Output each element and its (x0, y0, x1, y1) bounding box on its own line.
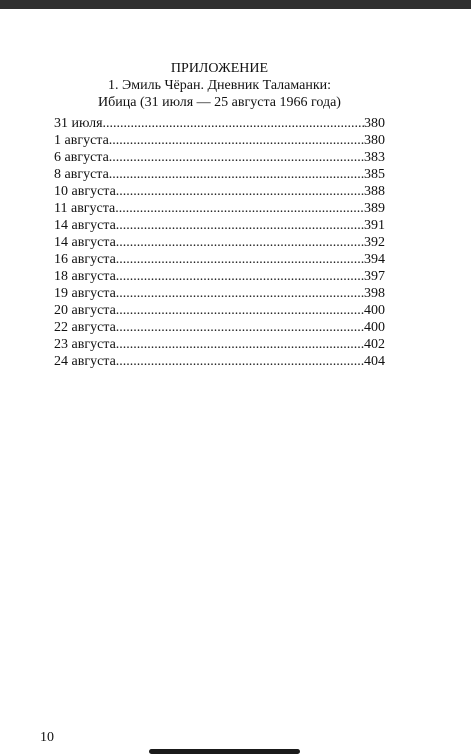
toc-leader-dots (103, 115, 364, 132)
toc-entry-label: 16 августа (54, 252, 116, 267)
toc-leader-dots (116, 302, 364, 319)
table-of-contents (54, 115, 385, 370)
toc-entry-page: 400 (364, 303, 385, 318)
toc-entry-label: 20 августа (54, 303, 116, 318)
toc-entry-page: 402 (364, 337, 385, 352)
toc-entry[interactable] (54, 234, 385, 251)
toc-entry-label: 10 августа (54, 184, 116, 199)
toc-entry-page: 388 (364, 184, 385, 199)
page-number: 10 (40, 730, 54, 745)
toc-entry[interactable] (54, 183, 385, 200)
toc-leader-dots (116, 251, 364, 268)
toc-entry-label: 14 августа (54, 218, 116, 233)
toc-leader-dots (109, 166, 364, 183)
toc-entry-page: 394 (364, 252, 385, 267)
toc-entry[interactable] (54, 268, 385, 285)
toc-entry-page: 383 (364, 150, 385, 165)
toc-entry-label: 8 августа (54, 167, 109, 182)
toc-entry-label: 23 августа (54, 337, 116, 352)
toc-entry-page: 398 (364, 286, 385, 301)
toc-entry-label: 11 августа (54, 201, 116, 216)
toc-leader-dots (116, 336, 364, 353)
home-indicator-bar[interactable] (149, 749, 300, 754)
toc-entry-page: 391 (364, 218, 385, 233)
toc-entry[interactable] (54, 200, 385, 217)
toc-entry-page: 389 (364, 201, 385, 216)
toc-entry[interactable] (54, 251, 385, 268)
toc-entry[interactable] (54, 166, 385, 183)
appendix-subtitle: 1. Эмиль Чёран. Дневник Таламанки: (107, 78, 332, 93)
toc-leader-dots (109, 149, 364, 166)
toc-leader-dots (115, 200, 364, 217)
toc-entry-page: 380 (364, 133, 385, 148)
appendix-header (54, 60, 385, 111)
toc-entry[interactable] (54, 149, 385, 166)
toc-leader-dots (109, 132, 364, 149)
toc-entry[interactable] (54, 115, 385, 132)
toc-entry-label: 14 августа (54, 235, 116, 250)
toc-leader-dots (116, 268, 364, 285)
toc-leader-dots (116, 234, 364, 251)
toc-entry-label: 6 августа (54, 150, 109, 165)
toc-entry[interactable] (54, 132, 385, 149)
toc-entry-page: 380 (364, 116, 385, 131)
toc-entry-page: 397 (364, 269, 385, 284)
toc-entry[interactable] (54, 217, 385, 234)
toc-entry-page: 404 (364, 354, 385, 369)
toc-entry-label: 24 августа (54, 354, 116, 369)
toc-leader-dots (116, 285, 364, 302)
toc-entry[interactable] (54, 319, 385, 336)
toc-entry-label: 18 августа (54, 269, 116, 284)
toc-entry-page: 400 (364, 320, 385, 335)
toc-entry[interactable] (54, 302, 385, 319)
toc-leader-dots (116, 353, 364, 370)
toc-leader-dots (116, 217, 364, 234)
toc-leader-dots (116, 319, 364, 336)
toc-entry[interactable] (54, 336, 385, 353)
toc-entry-page: 385 (364, 167, 385, 182)
toc-entry-page: 392 (364, 235, 385, 250)
toc-entry-label: 31 июля (54, 116, 103, 131)
appendix-title: ПРИЛОЖЕНИЕ (170, 61, 269, 76)
toc-leader-dots (116, 183, 364, 200)
toc-entry-label: 22 августа (54, 320, 116, 335)
toc-entry-label: 1 августа (54, 133, 109, 148)
toc-entry[interactable] (54, 353, 385, 370)
toc-entry[interactable] (54, 285, 385, 302)
appendix-subtitle-dates: Ибица (31 июля — 25 августа 1966 года) (98, 95, 341, 110)
toc-entry-label: 19 августа (54, 286, 116, 301)
